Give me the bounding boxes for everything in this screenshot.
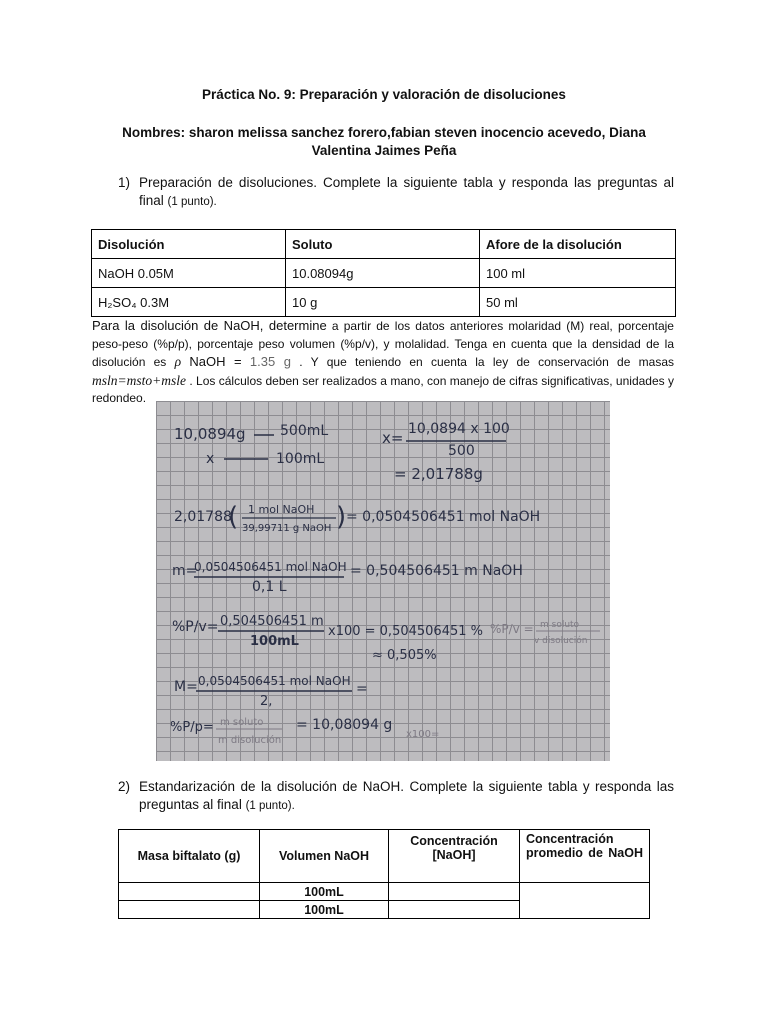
header-volumen-naoh: Volumen NaOH bbox=[260, 830, 389, 883]
hw-text: 500mL bbox=[280, 423, 329, 439]
hw-text: 0,504506451 m bbox=[220, 614, 324, 629]
hw-text: m soluto bbox=[540, 620, 580, 630]
hw-text: 0,0504506451 mol NaOH bbox=[194, 560, 347, 574]
hw-text: x bbox=[206, 451, 215, 467]
instructions-paragraph bbox=[92, 317, 674, 408]
table-cell: 10.08094g bbox=[286, 259, 480, 288]
hw-text: = 10,08094 g bbox=[296, 717, 393, 733]
hw-text: %P/v= bbox=[172, 619, 219, 635]
header-afore: Afore de la disolución bbox=[480, 230, 676, 259]
hw-text: m disolución bbox=[218, 735, 282, 746]
table-row bbox=[119, 883, 650, 901]
hw-text: 100mL bbox=[276, 451, 325, 467]
table-cell-merged bbox=[520, 883, 650, 919]
hw-text: 2,01788 bbox=[174, 509, 232, 525]
hw-paren-open: ( bbox=[228, 502, 239, 532]
question-1-text: Preparación de disoluciones. Complete la siguiente tabla y responda las preguntas al final bbox=[139, 175, 674, 208]
hw-text: v disolución bbox=[534, 636, 588, 646]
table-row bbox=[92, 259, 676, 288]
density-symbol: ρ bbox=[174, 354, 182, 369]
instructions-end: . Los cálculos deben ser realizados a mano, con manejo de cifras significativas, unidades y redondeo. bbox=[92, 373, 675, 405]
hw-text: %P/p= bbox=[170, 720, 214, 735]
student-names: Nombres: sharon melissa sanchez forero,fabian steven inocencio acevedo, Diana Valentina Jaimes Peña bbox=[122, 125, 646, 158]
mass-equation: msln=msto+msle bbox=[92, 372, 186, 388]
table-cell: 100mL bbox=[260, 883, 389, 901]
density-label: NaOH = bbox=[189, 354, 242, 369]
hw-text: 10,0894 x 100 bbox=[408, 421, 510, 437]
table-cell bbox=[119, 883, 260, 901]
header-masa-biftalato: Masa biftalato (g) bbox=[119, 830, 260, 883]
table-cell: NaOH 0.05M bbox=[92, 259, 286, 288]
question-1-points: (1 punto). bbox=[167, 196, 217, 208]
hw-text: ≈ 0,505% bbox=[372, 648, 437, 663]
hw-text: 39,99711 g NaOH bbox=[242, 523, 332, 534]
header-concentracion-promedio: Concentración promedio de NaOH bbox=[520, 830, 650, 883]
table-cell bbox=[389, 883, 520, 901]
header-disolucion: Disolución bbox=[92, 230, 286, 259]
table-row bbox=[92, 288, 676, 317]
table-cell: 10 g bbox=[286, 288, 480, 317]
hw-paren-close: ) bbox=[336, 502, 347, 532]
hw-text: 0,1 L bbox=[252, 579, 287, 595]
hw-text: x= bbox=[382, 429, 404, 447]
table-cell: 50 ml bbox=[480, 288, 676, 317]
hw-text: 100mL bbox=[250, 634, 299, 649]
hw-text: m soluto bbox=[220, 717, 264, 728]
question-1-number: 1) bbox=[118, 175, 131, 190]
hw-text: = bbox=[356, 681, 368, 697]
page-title: Práctica No. 9: Preparación y valoración de disoluciones bbox=[202, 87, 566, 102]
table-header-row bbox=[92, 230, 676, 259]
standardization-table bbox=[118, 829, 650, 919]
hw-text: m= bbox=[172, 563, 198, 579]
table-cell bbox=[389, 901, 520, 919]
hw-text: = 0,0504506451 mol NaOH bbox=[346, 509, 541, 525]
hw-text: x100 = 0,504506451 % bbox=[328, 624, 483, 639]
hw-text: 0,0504506451 mol NaOH bbox=[198, 674, 351, 688]
hw-text: 2, bbox=[260, 694, 273, 709]
question-2-number: 2) bbox=[118, 779, 131, 794]
dissolution-table bbox=[91, 229, 676, 317]
instructions-mass-law: . Y que teniendo en cuenta la ley de conservación de masas bbox=[299, 355, 675, 369]
handwritten-calculations-photo bbox=[156, 401, 610, 761]
instructions-body: a partir de los datos anteriores molaridad (M) real, porcentaje peso-peso (%p/p), porcentaje peso volumen (%p/v), y molalidad. Tenga en cuenta que la densidad de la disolución es bbox=[92, 319, 674, 369]
header-concentracion: Concentración [NaOH] bbox=[389, 830, 520, 883]
question-2-points: (1 punto). bbox=[245, 800, 295, 812]
table-cell: 100mL bbox=[260, 901, 389, 919]
hw-text: 500 bbox=[448, 443, 475, 459]
hw-text: %P/v = bbox=[490, 622, 534, 636]
table-header-row bbox=[119, 830, 650, 883]
table-cell: H₂SO₄ 0.3M bbox=[92, 288, 286, 317]
hw-text: 1 mol NaOH bbox=[248, 503, 315, 516]
hw-text: = 2,01788g bbox=[394, 465, 483, 483]
hw-text: M= bbox=[174, 679, 198, 695]
handwriting-svg bbox=[156, 401, 610, 761]
density-value: 1.35 g bbox=[249, 354, 291, 369]
question-2 bbox=[118, 778, 674, 815]
hw-text: = 0,504506451 m NaOH bbox=[350, 563, 523, 579]
header-soluto: Soluto bbox=[286, 230, 480, 259]
table-cell: 100 ml bbox=[480, 259, 676, 288]
hw-text: 10,0894g bbox=[174, 425, 246, 443]
question-1 bbox=[118, 174, 674, 211]
instructions-lead: Para la disolución de NaOH, determine bbox=[92, 318, 327, 333]
hw-text: x100= bbox=[406, 729, 440, 740]
question-2-text: Estandarización de la disolución de NaOH. Complete la siguiente tabla y responda las preguntas al final bbox=[139, 779, 674, 812]
table-cell bbox=[119, 901, 260, 919]
